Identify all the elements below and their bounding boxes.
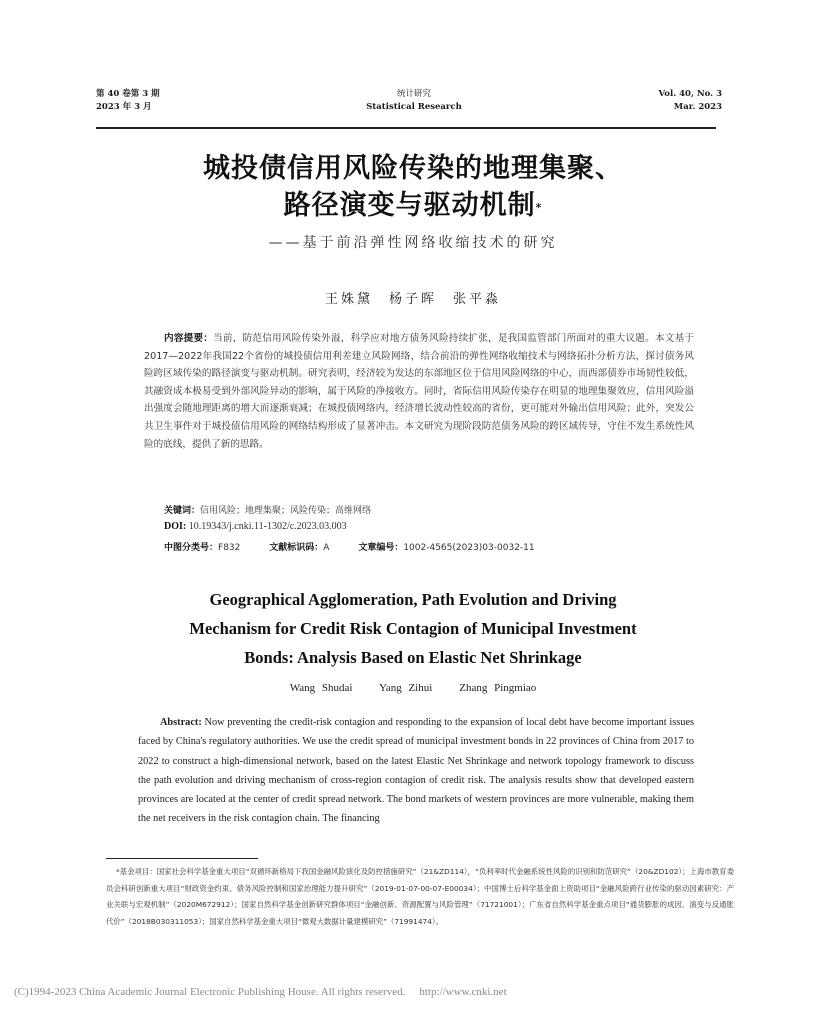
copyright-line	[14, 986, 814, 998]
title-en-line-3: Bonds: Analysis Based on Elastic Net Shrinkage	[244, 648, 582, 667]
header-volume-issue: 第 40 卷第 3 期	[96, 89, 160, 99]
authors-en: Wang Shudai Yang Zihui Zhang Pingmiao	[289, 682, 537, 694]
keywords-label: 关键词：	[164, 506, 201, 516]
copyright-text: (C)1994-2023 China Academic Journal Electronic Publishing House. All rights reserved.	[14, 986, 406, 998]
title-en-line-1: Geographical Agglomeration, Path Evolution and Driving	[209, 590, 617, 609]
cnki-link[interactable]: http://www.cnki.net	[419, 986, 507, 998]
funding-footnote: *基金项目：国家社会科学基金重大项目“双循环新格局下我国金融风险演化及防控措施研究”（21&ZD114），“负利率时代金融系统性风险的识别和防范研究”（20&ZD102）；上海市教育委员会科研创新重大项目“财政资金约束、债务风险控制和国家治理能力提升研究”（2019-01-07-00-07-E00034）；中国博士后科学基金面上资助项目“金融风险跨行业传染的驱动因素研究：产业关联与宏观机制”（2020M672912）；国家自然科学基金创新研究群体项目“金融创新、资源配置与风险管理”（71721001）；广东省自然科学基金重点项目“通货膨胀的成因、演变与反通胀代价”（2018B030311053）；国家自然科学基金重大项目“微观大数据计量建模研究”（71991474）。	[106, 867, 735, 926]
abstract-en-label: Abstract:	[160, 717, 202, 728]
paper-subtitle-cn: ——基于前沿弹性网络收缩技术的研究	[268, 235, 558, 251]
title-line-2: 路径演变与驱动机制	[283, 190, 536, 221]
abstract-en	[138, 713, 694, 829]
title-en-line-2: Mechanism for Credit Risk Contagion of Municipal Investment	[189, 619, 637, 638]
header-journal-en: Statistical Research	[366, 102, 462, 112]
clc-value: F832	[218, 543, 241, 553]
header-vol-en	[658, 88, 722, 114]
article-no-value: 1002-4565(2023)03-0032-11	[403, 543, 535, 553]
keywords	[164, 503, 371, 516]
authors-cn: 王姝黛 杨子晖 张平淼	[324, 292, 501, 307]
clc-label: 中图分类号：	[164, 543, 219, 553]
abstract-en-text: Now preventing the credit-risk contagion and responding to the expansion of local debt have become important issues faced by China's regulatory authorities. We use the credit spread of municipal investment bonds in 22 provinces of China from 2017 to 2022 to construct a high-dimensional network, based on the latest Elastic Net Shrinkage and network topology framework to discuss the path evolution and driving mechanism of cross-region contagion of credit risk. The analysis results show that developed eastern provinces are located at the center of credit spread network. The bond markets of western provinces are more vulnerable, making them the net receivers in the risk contagion chain. The financing	[138, 717, 694, 825]
header-journal	[96, 88, 732, 114]
header-date-cn: 2023 年 3 月	[96, 102, 152, 112]
footnote-rule	[106, 858, 258, 859]
keywords-text: 信用风险；地理集聚；风险传染；高维网络	[200, 506, 372, 516]
running-header	[96, 88, 732, 120]
classification	[164, 540, 561, 553]
title-line-1: 城投债信用风险传染的地理集聚、	[203, 153, 623, 184]
paper-title-en	[100, 585, 726, 672]
doc-code-label: 文献标识码：	[269, 543, 324, 553]
doi-value[interactable]: 10.19343/j.cnki.11-1302/c.2023.03.003	[186, 521, 347, 532]
abstract-cn-label: 内容提要：	[164, 333, 214, 344]
header-rule	[96, 127, 716, 129]
header-date-en: Mar. 2023	[673, 102, 722, 112]
doi-label: DOI:	[164, 521, 187, 532]
header-journal-cn: 统计研究	[396, 89, 431, 99]
title-footnote-mark[interactable]: *	[535, 201, 543, 214]
article-no-label: 文章编号：	[358, 543, 404, 553]
abstract-cn	[144, 330, 694, 453]
abstract-cn-text: 当前，防范信用风险传染外溢，科学应对地方债务风险持续扩张，是我国监管部门所面对的重大议题。本文基于2017—2022年我国22个省份的城投债信用利差建立风险网络，结合前沿的弹性网络收缩技术与网络拓扑分析方法，探讨债务风险跨区域传染的路径演变与驱动机制。研究表明，经济较为发达的东部地区位于信用风险网络的中心，而西部债券市场韧性较低，其融资成本极易受到外部风险异动的影响，属于风险的净接收方。同时，省际信用风险传染存在明显的地理集聚效应，信用风险溢出强度会随地理距离的增大而逐渐衰减；在城投债网络内，经济增长波动性较高的省份，更可能对外输出信用风险；此外，突发公共卫生事件对于城投债信用风险的网络结构形成了显著冲击。本文研究为现阶段防范债务风险的跨区域传导，守住不发生系统性风险的底线，提供了新的思路。	[144, 333, 695, 450]
doc-code-value: A	[323, 543, 330, 553]
paper-title-cn	[90, 150, 736, 224]
doi	[164, 521, 347, 532]
header-vol-no: Vol. 40, No. 3	[658, 89, 722, 99]
